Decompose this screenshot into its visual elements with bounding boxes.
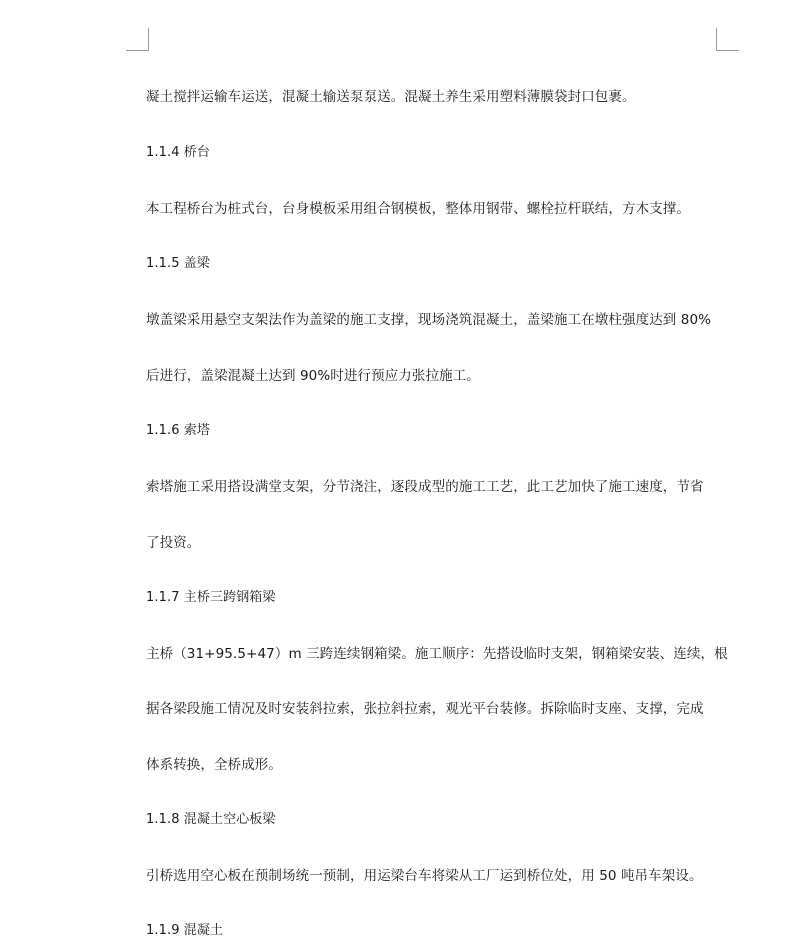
paragraph-line: 据各梁段施工情况及时安装斜拉索，张拉斜拉索，观光平台装修。拆除临时支座、支撑，完成 [146,701,704,717]
section-heading-1-1-7: 1.1.7 主桥三跨钢箱梁 [146,590,276,605]
paragraph-line: 索塔施工采用搭设满堂支架，分节浇注，逐段成型的施工工艺，此工艺加快了施工速度，节省 [146,479,704,495]
paragraph-line: 后进行，盖梁混凝土达到 90%时进行预应力张拉施工。 [146,368,480,384]
paragraph-line: 主桥（31+95.5+47）m 三跨连续钢箱梁。施工顺序：先搭设临时支架，钢箱梁安装、连续，根 [146,646,728,662]
paragraph-line: 墩盖梁采用悬空支架法作为盖梁的施工支撑，现场浇筑混凝土，盖梁施工在墩柱强度达到 80% [146,312,712,328]
section-heading-1-1-4: 1.1.4 桥台 [146,145,211,160]
paragraph-line: 凝土搅拌运输车运送，混凝土输送泵泵送。混凝土养生采用塑料薄膜袋封口包裹。 [146,89,636,105]
top-left-margin-mark [126,28,149,51]
top-right-margin-mark [716,28,739,51]
paragraph-line: 引桥选用空心板在预制场统一预制，用运梁台车将梁从工厂运到桥位处，用 50 吨吊车架设。 [146,868,703,884]
paragraph-line: 体系转换，全桥成形。 [146,757,282,773]
section-heading-1-1-8: 1.1.8 混凝土空心板梁 [146,812,276,827]
section-heading-1-1-9: 1.1.9 混凝土 [146,923,224,938]
paragraph-line: 本工程桥台为桩式台，台身模板采用组合钢模板，整体用钢带、螺栓拉杆联结，方木支撑。 [146,201,690,217]
section-heading-1-1-6: 1.1.6 索塔 [146,423,211,438]
section-heading-1-1-5: 1.1.5 盖梁 [146,256,211,271]
paragraph-line: 了投资。 [146,535,201,551]
